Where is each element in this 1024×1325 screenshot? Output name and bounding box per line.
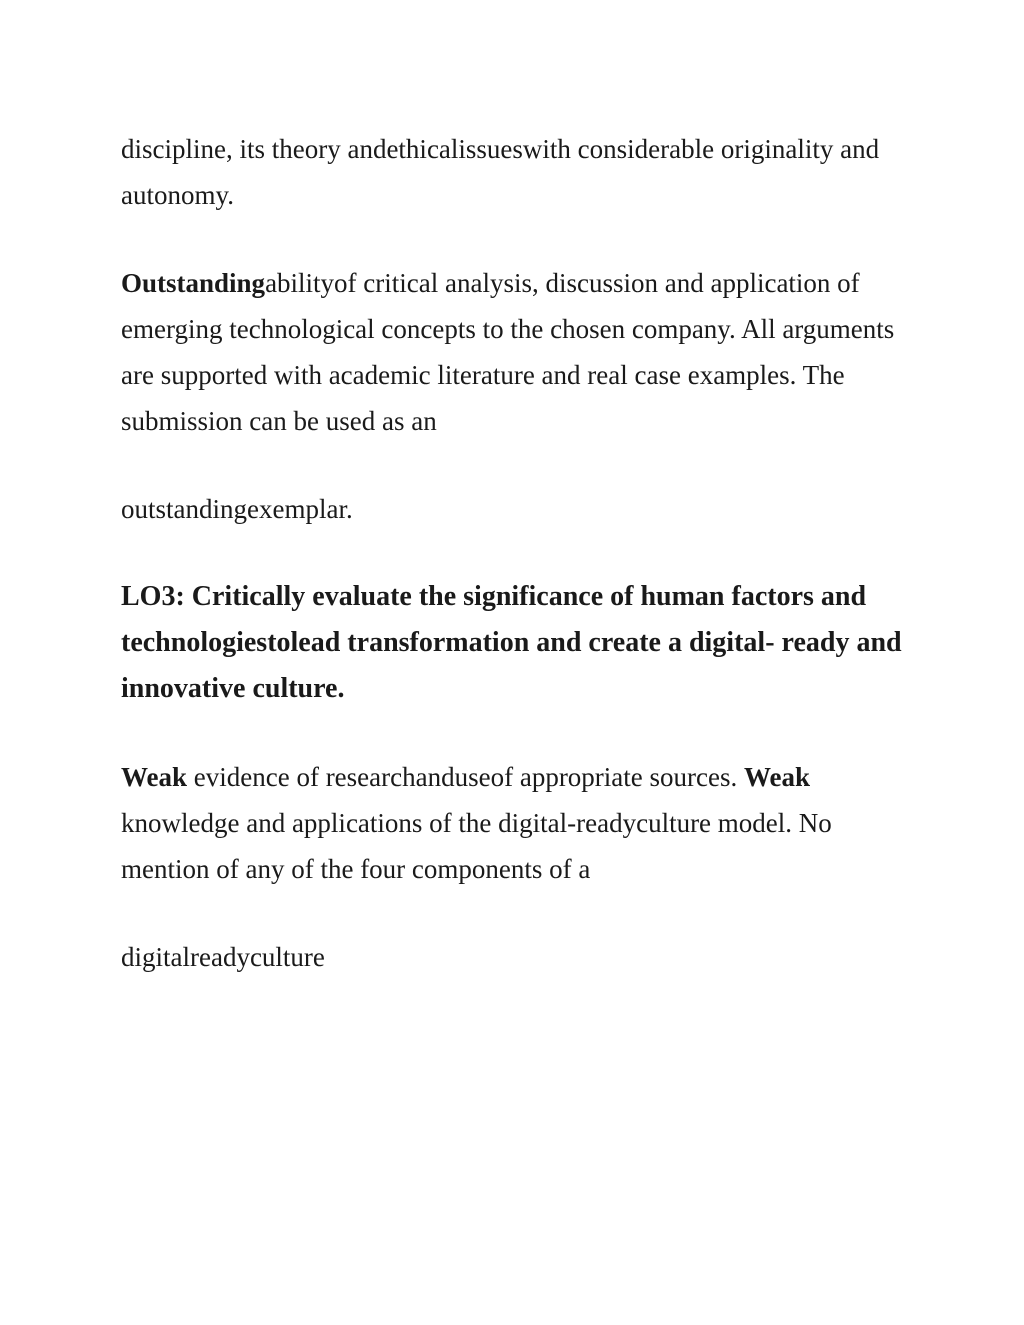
outstanding-label: Outstanding <box>121 268 266 298</box>
paragraph-5 <box>121 934 911 980</box>
weak-label-1: Weak <box>121 762 188 792</box>
paragraph-3-text: outstandingexemplar. <box>121 494 353 524</box>
paragraph-5-text: digitalreadyculture <box>121 942 325 972</box>
paragraph-4-text-1: evidence of researchanduseof appropriate sources. <box>187 762 744 792</box>
paragraph-4 <box>121 754 911 892</box>
paragraph-2 <box>121 260 911 444</box>
paragraph-4-text-2: knowledge and applications of the digital-readyculture model. No mention of any of the four components of a <box>121 808 832 884</box>
document-page <box>121 126 911 980</box>
paragraph-3 <box>121 486 911 532</box>
paragraph-2-text: abilityof critical analysis, discussion and application of emerging technological concepts to the chosen company. All arguments are supported with academic literature and real case examples. The submission can be used as an <box>121 268 895 436</box>
lo3-heading-text: LO3: Critically evaluate the significance of human factors and technologiestolead transformation and create a digital- ready and innovative culture. <box>121 581 902 704</box>
lo3-heading <box>121 574 911 712</box>
paragraph-1 <box>121 126 911 218</box>
weak-label-2: Weak <box>744 762 811 792</box>
paragraph-1-text: discipline, its theory andethicalissueswith considerable originality and autonomy. <box>121 134 880 210</box>
